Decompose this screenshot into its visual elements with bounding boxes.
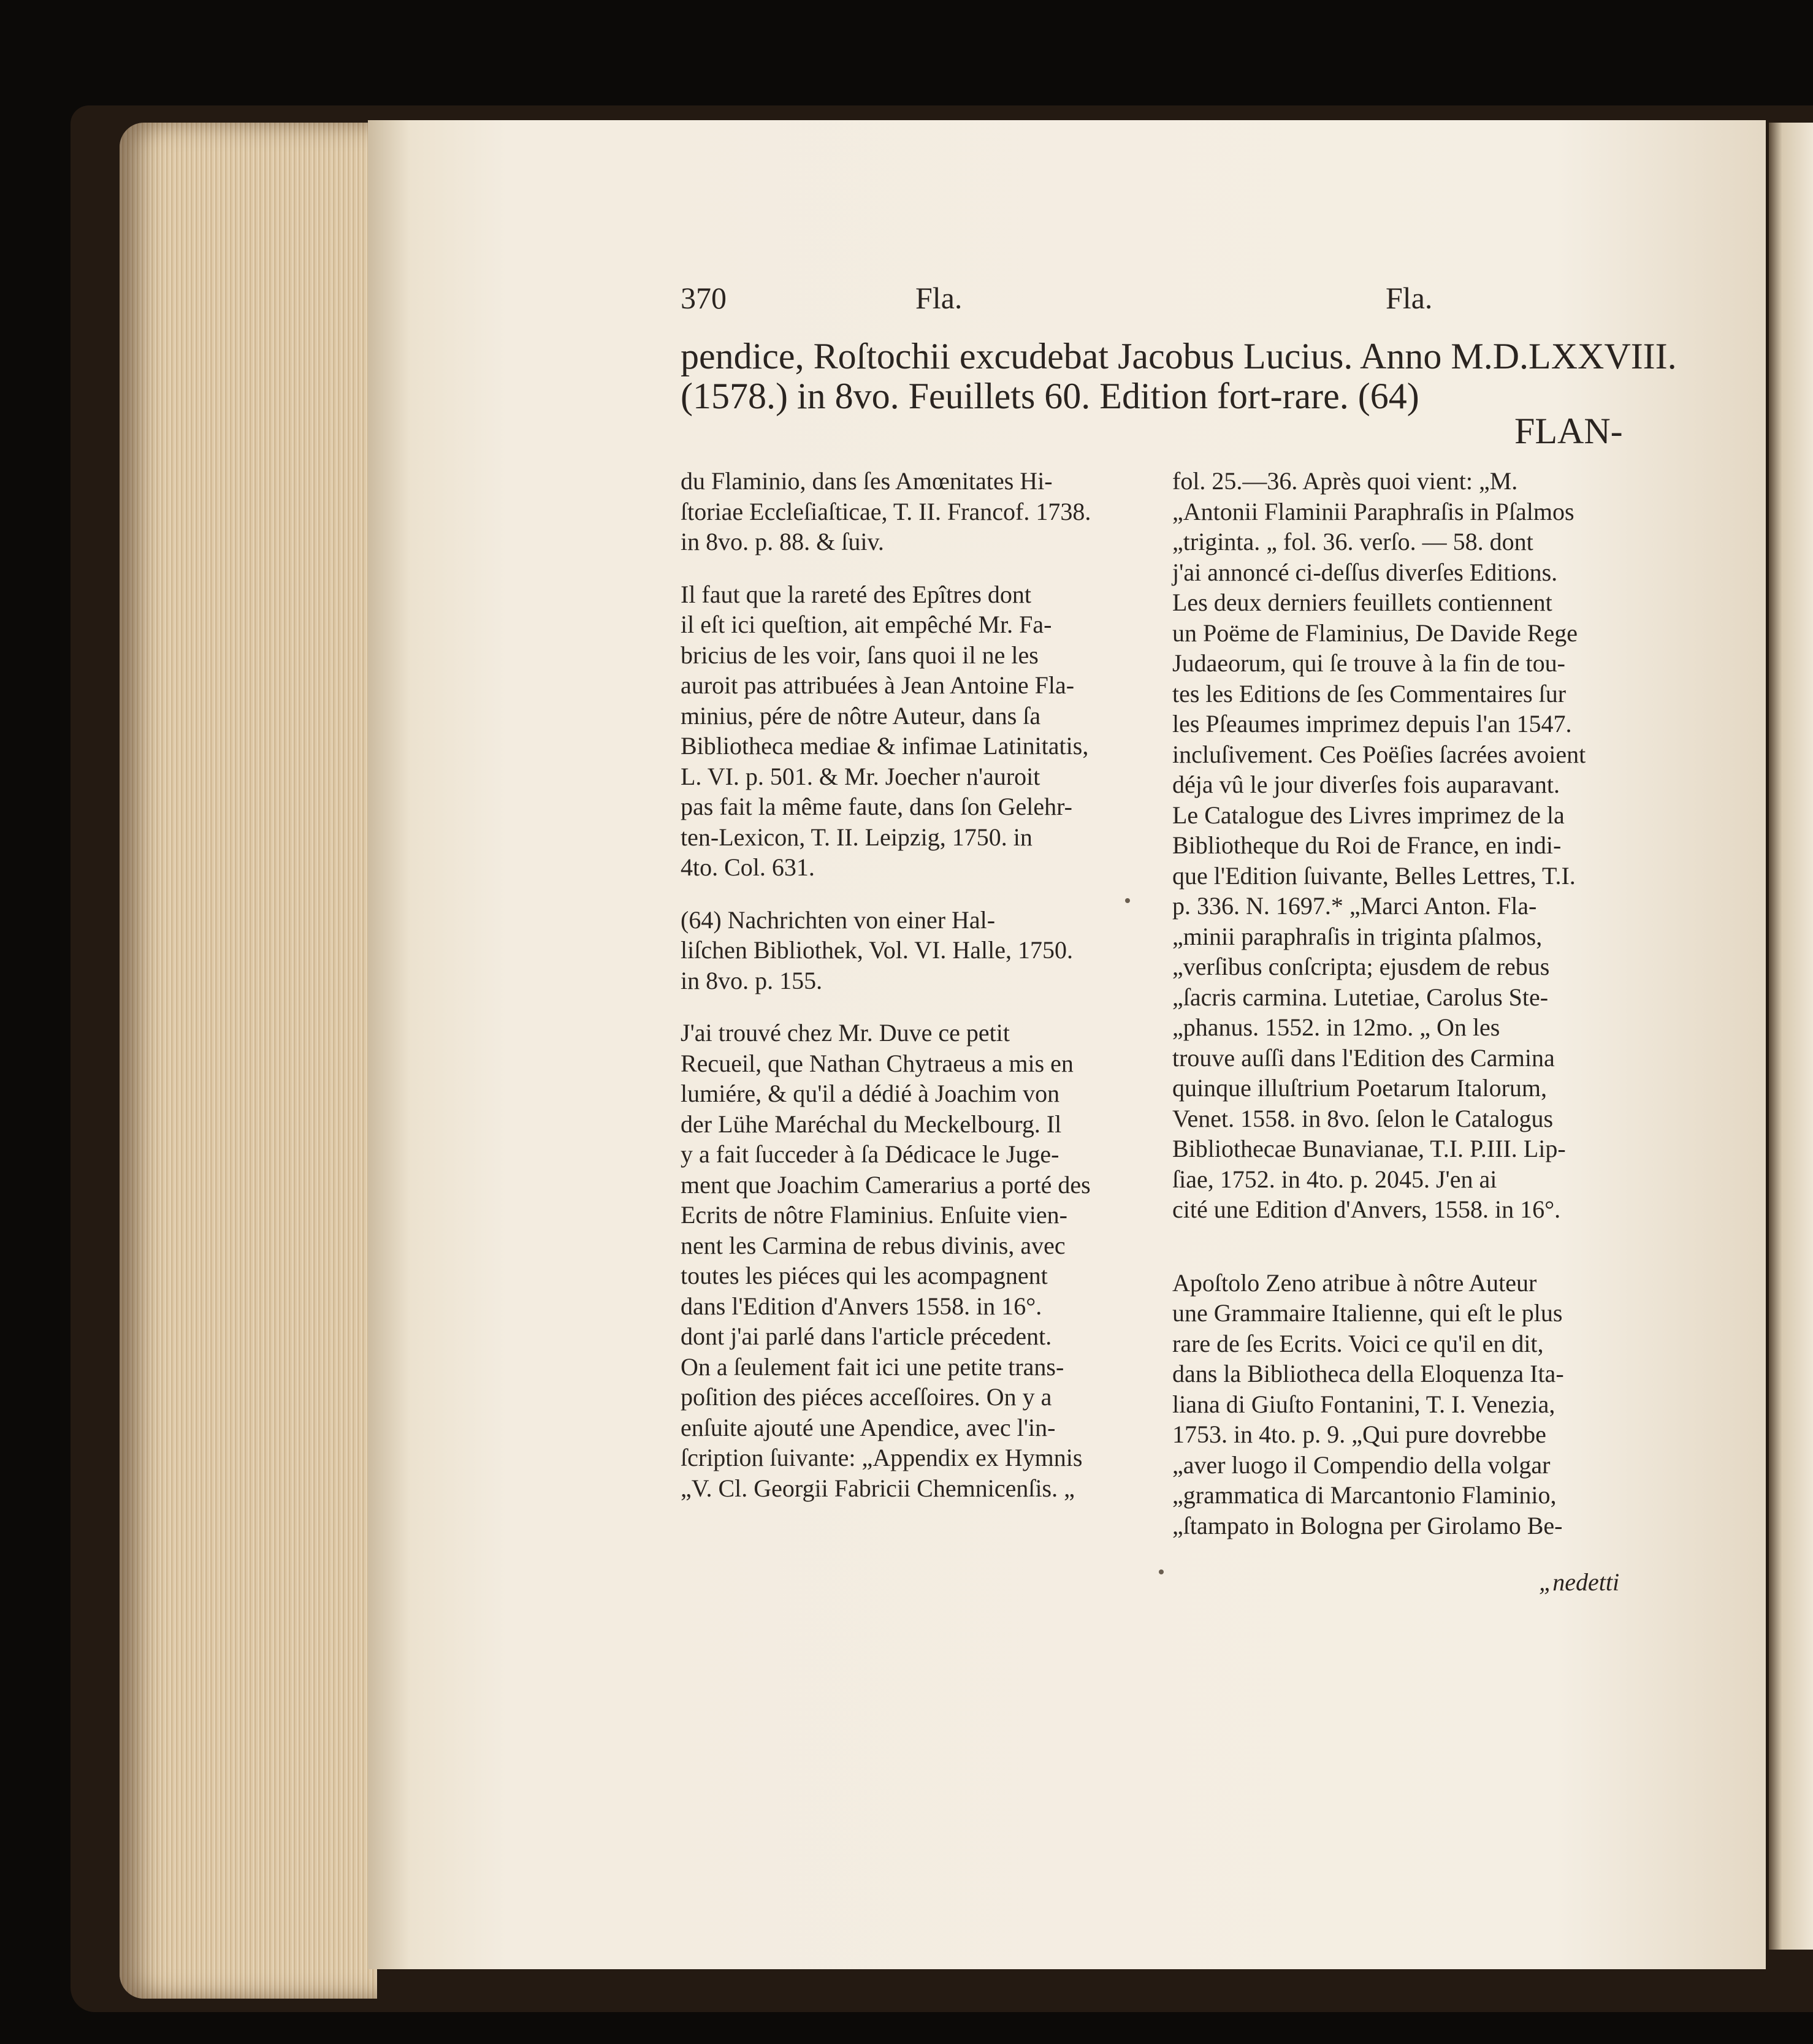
text-line: y a fait ſucceder à ſa Dédicace le Juge-: [681, 1140, 1059, 1168]
text-line: Apoſtolo Zeno atribue à nôtre Auteur: [1172, 1268, 1537, 1297]
text-line: in 8vo. p. 155.: [681, 966, 823, 994]
text-line: der Lühe Maréchal du Meckelbourg. Il: [681, 1110, 1062, 1138]
text-line: Bibliotheque du Roi de France, en indi-: [1172, 831, 1562, 859]
text-line: ment que Joachim Camerarius a porté des: [681, 1170, 1091, 1199]
text-line: 1753. in 4to. p. 9. „Qui pure dovrebbe: [1172, 1421, 1546, 1448]
text-line: „Antonii Flaminii Paraphraſis in Pſalmos: [1172, 497, 1574, 525]
text-line: Recueil, que Nathan Chytraeus a mis en: [681, 1049, 1074, 1077]
text-line: enſuite ajouté une Apendice, avec l'in-: [681, 1413, 1056, 1441]
page-speck: [1159, 1569, 1164, 1574]
text-line: toutes les piéces qui les acompagnent: [681, 1262, 1048, 1289]
text-line: 4to. Col. 631.: [681, 853, 815, 881]
text-line: nent les Carmina de rebus divinis, avec: [681, 1231, 1066, 1259]
top-line-2: (1578.) in 8vo. Feuillets 60. Edition fort-rare. (64): [681, 376, 1419, 416]
right-column: [1172, 466, 1638, 1541]
text-line: dans l'Edition d'Anvers 1558. in 16°.: [681, 1292, 1042, 1320]
text-line: incluſivement. Ces Poëſies ſacrées avoient: [1172, 740, 1586, 768]
text-line: Ecrits de nôtre Flaminius. Enſuite vien-: [681, 1201, 1067, 1229]
text-line: trouve auſſi dans l'Edition des Carmina: [1172, 1043, 1555, 1072]
text-line: (64) Nachrichten von einer Hal-: [681, 906, 996, 934]
text-line: auroit pas attribuées à Jean Antoine Fla-: [681, 671, 1075, 699]
text-line: Judaeorum, qui ſe trouve à la fin de tou-: [1172, 649, 1565, 677]
text-line: „ſtampato in Bologna per Girolamo Be-: [1172, 1511, 1563, 1539]
text-line: „grammatica di Marcantonio Flaminio,: [1172, 1481, 1557, 1509]
text-line: „minii paraphraſis in triginta pſalmos,: [1172, 922, 1543, 950]
text-line: Il faut que la rareté des Epîtres dont: [681, 580, 1031, 608]
text-line: il eſt ici queſtion, ait empêché Mr. Fa-: [681, 611, 1052, 638]
text-line: cité une Edition d'Anvers, 1558. in 16°.: [1172, 1196, 1561, 1223]
running-head-right: Fla.: [1386, 281, 1433, 315]
text-line: Bibliothecae Bunavianae, T.I. P.III. Lip-: [1172, 1135, 1566, 1162]
text-line: fol. 25.—36. Après quoi vient: „M.: [1172, 467, 1518, 495]
text-line: les Pſeaumes imprimez depuis l'an 1547.: [1172, 710, 1572, 738]
text-line: j'ai annoncé ci-deſſus diverſes Editions.: [1172, 558, 1558, 586]
text-line: Bibliotheca mediae & infimae Latinitatis,: [681, 732, 1089, 760]
top-line-1: pendice, Roſtochii excudebat Jacobus Lucius. Anno M.D.LXXVIII.: [681, 336, 1677, 376]
text-line: une Grammaire Italienne, qui eſt le plus: [1172, 1299, 1563, 1327]
text-line: „aver luogo il Compendio della volgar: [1172, 1451, 1551, 1479]
text-line: L. VI. p. 501. & Mr. Joecher n'auroit: [681, 762, 1040, 790]
text-line: bricius de les voir, ſans quoi il ne les: [681, 641, 1039, 669]
text-line: liſchen Bibliothek, Vol. VI. Halle, 1750.: [681, 936, 1073, 964]
text-line: „phanus. 1552. in 12mo. „ On les: [1172, 1013, 1500, 1041]
text-line: ten-Lexicon, T. II. Leipzig, 1750. in: [681, 823, 1032, 851]
text-line: dont j'ai parlé dans l'article précedent.: [681, 1322, 1052, 1350]
text-line: „verſibus conſcripta; ejusdem de rebus: [1172, 953, 1550, 980]
running-head-left: Fla.: [915, 281, 963, 315]
text-line: p. 336. N. 1697.* „Marci Anton. Fla-: [1172, 892, 1537, 920]
left-column: [681, 466, 1153, 1503]
text-line: un Poëme de Flaminius, De Davide Rege: [1172, 619, 1578, 647]
page-edges: [120, 123, 377, 1999]
text-line: in 8vo. p. 88. & ſuiv.: [681, 528, 884, 555]
text-line: poſition des piéces acceſſoires. On y a: [681, 1383, 1052, 1411]
text-line: Les deux derniers feuillets contiennent: [1172, 589, 1552, 616]
text-line: tes les Editions de ſes Commentaires ſur: [1172, 679, 1567, 707]
text-line: Venet. 1558. in 8vo. ſelon le Catalogus: [1172, 1104, 1554, 1132]
text-line: ſiae, 1752. in 4to. p. 2045. J'en ai: [1172, 1165, 1497, 1193]
text-line: lumiére, & qu'il a dédié à Joachim von: [681, 1080, 1060, 1107]
text-line: „ſacris carmina. Lutetiae, Carolus Ste-: [1172, 983, 1549, 1011]
text-line: J'ai trouvé chez Mr. Duve ce petit: [681, 1019, 1010, 1047]
facing-page-edge: [1769, 123, 1813, 1950]
text-line: déja vû le jour diverſes fois auparavant.: [1172, 771, 1560, 798]
text-line: que l'Edition ſuivante, Belles Lettres, T.I.: [1172, 861, 1576, 890]
text-line: ſcription ſuivante: „Appendix ex Hymnis: [681, 1444, 1083, 1471]
text-line: rare de ſes Ecrits. Voici ce qu'il en dit,: [1172, 1329, 1544, 1357]
text-line: dans la Bibliotheca della Eloquenza Ita-: [1172, 1360, 1564, 1387]
text-line: On a ſeulement fait ici une petite trans-: [681, 1352, 1064, 1381]
page-speck: [1125, 898, 1130, 903]
catchword-bottom: „nedetti: [1539, 1568, 1620, 1596]
catchword-top: FLAN-: [1514, 411, 1623, 451]
text-line: minius, pére de nôtre Auteur, dans ſa: [681, 701, 1041, 730]
text-line: Le Catalogue des Livres imprimez de la: [1172, 801, 1565, 829]
page-number: 370: [681, 281, 727, 315]
text-line: quinque illuſtrium Poetarum Italorum,: [1172, 1074, 1548, 1102]
text-line: ſtoriae Eccleſiaſticae, T. II. Francof. 1738.: [681, 497, 1091, 525]
text-line: „triginta. „ fol. 36. verſo. — 58. dont: [1172, 528, 1533, 555]
text-line: pas fait la même faute, dans ſon Gelehr-: [681, 793, 1072, 820]
text-line: „V. Cl. Georgii Fabricii Chemnicenſis. „: [681, 1474, 1075, 1502]
text-line: du Flaminio, dans ſes Amœnitates Hi-: [681, 467, 1053, 495]
text-line: liana di Giuſto Fontanini, T. I. Venezia,: [1172, 1390, 1555, 1418]
